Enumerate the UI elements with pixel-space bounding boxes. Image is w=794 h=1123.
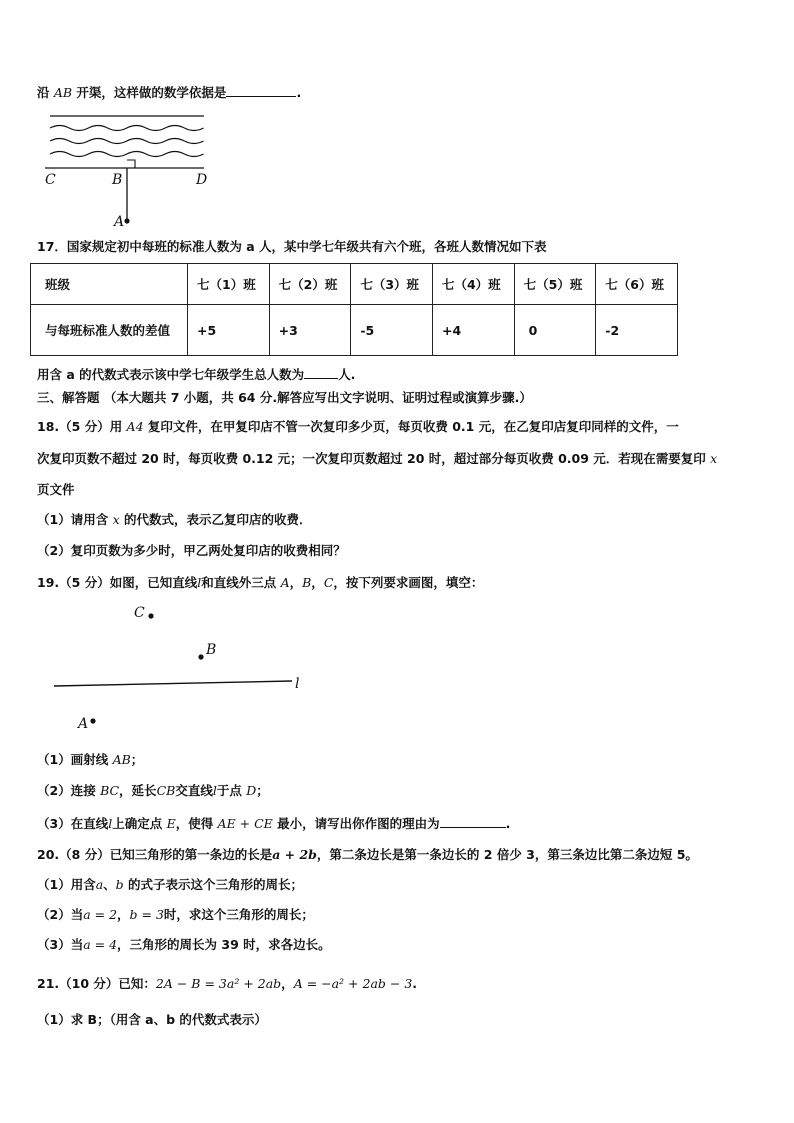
label-a: A [114,214,125,230]
table-cell: 班级 [31,264,188,305]
label-b: B [112,172,123,188]
label-c: C [134,605,145,621]
table-cell: 七（1）班 [188,264,270,305]
point-c [148,613,153,618]
table-cell: +5 [188,305,270,356]
table-cell: 与每班标准人数的差值 [31,305,188,356]
q19-sub-1: （1）画射线 AB； [37,752,144,767]
table-cell: +3 [269,305,351,356]
q17-title: 17．国家规定初中每班的标准人数为 a 人，某中学七年级共有六个班，各班人数情况如下表 [37,239,547,254]
point-b [198,654,203,659]
section-heading: 三、解答题 （本大题共 7 小题，共 64 分.解答应写出文字说明、证明过程或演算步骤.） [37,390,532,405]
q19-sub-2: （2）连接 BC，延长CB交直线l于点 D； [37,783,269,798]
q19-sub-3: （3）在直线l上确定点 E，使得 AE + CE 最小，请写出你作图的理由为 . [37,816,511,831]
q19-answer-blank [440,815,506,828]
q20-sub-3: （3）当a = 4，三角形的周长为 39 时，求各边长。 [37,937,331,952]
q21-title: 21.（10 分）已知：2A − B = 3a² + 2ab，A = −a² + 2ab − 3. [37,976,418,991]
q18-line-2: 次复印页数不超过 20 时，每页收费 0.12 元；一次复印页数超过 20 时，超过部分每页收费 0.09 元．若现在需要复印 x [37,451,718,466]
label-a: A [78,716,89,732]
table-cell: 七（4）班 [432,264,514,305]
q18-line-1: 18.（5 分）用 A4 复印文件，在甲复印店不管一次复印多少页，每页收费 0.1 元，在乙复印店复印同样的文件，一 [37,419,679,434]
table-cell: 七（3）班 [351,264,433,305]
q19-title: 19.（5 分）如图，已知直线l和直线外三点 A，B，C，按下列要求画图，填空： [37,575,484,590]
table-cell: 七（6）班 [596,264,678,305]
label-l: l [295,676,300,692]
q20-sub-1: （1）用含a、b 的式子表示这个三角形的周长； [37,877,304,892]
label-b: B [206,642,217,658]
q21-sub-1: （1）求 B；（用含 a、b 的代数式表示） [37,1012,267,1027]
table-cell: 0 [514,305,596,356]
point-a [90,718,95,723]
table-cell: 七（2）班 [269,264,351,305]
table-cell: -5 [351,305,433,356]
label-c: C [45,172,56,188]
table-cell: -2 [596,305,678,356]
table-cell: +4 [432,305,514,356]
table-cell: 七（5）班 [514,264,596,305]
q18-line-3: 页文件 [37,482,75,497]
line-l [54,681,292,686]
q16-line: 沿 AB 开渠，这样做的数学依据是 . [37,85,302,100]
q18-sub-1: （1）请用含 x 的代数式，表示乙复印店的收费． [37,512,312,527]
q20-title: 20.（8 分）已知三角形的第一条边的长是a + 2b，第二条边长是第一条边长的 2 倍少 3，第三条边比第二条边短 5。 [37,847,698,862]
q17-answer-line: 用含 a 的代数式表示该中学七年级学生总人数为 人. [37,367,356,382]
label-d: D [196,172,208,188]
q18-sub-2: （2）复印页数为多少时，甲乙两处复印店的收费相同？ [37,543,346,558]
q20-sub-2: （2）当a = 2，b = 3时，求这个三角形的周长； [37,907,314,922]
